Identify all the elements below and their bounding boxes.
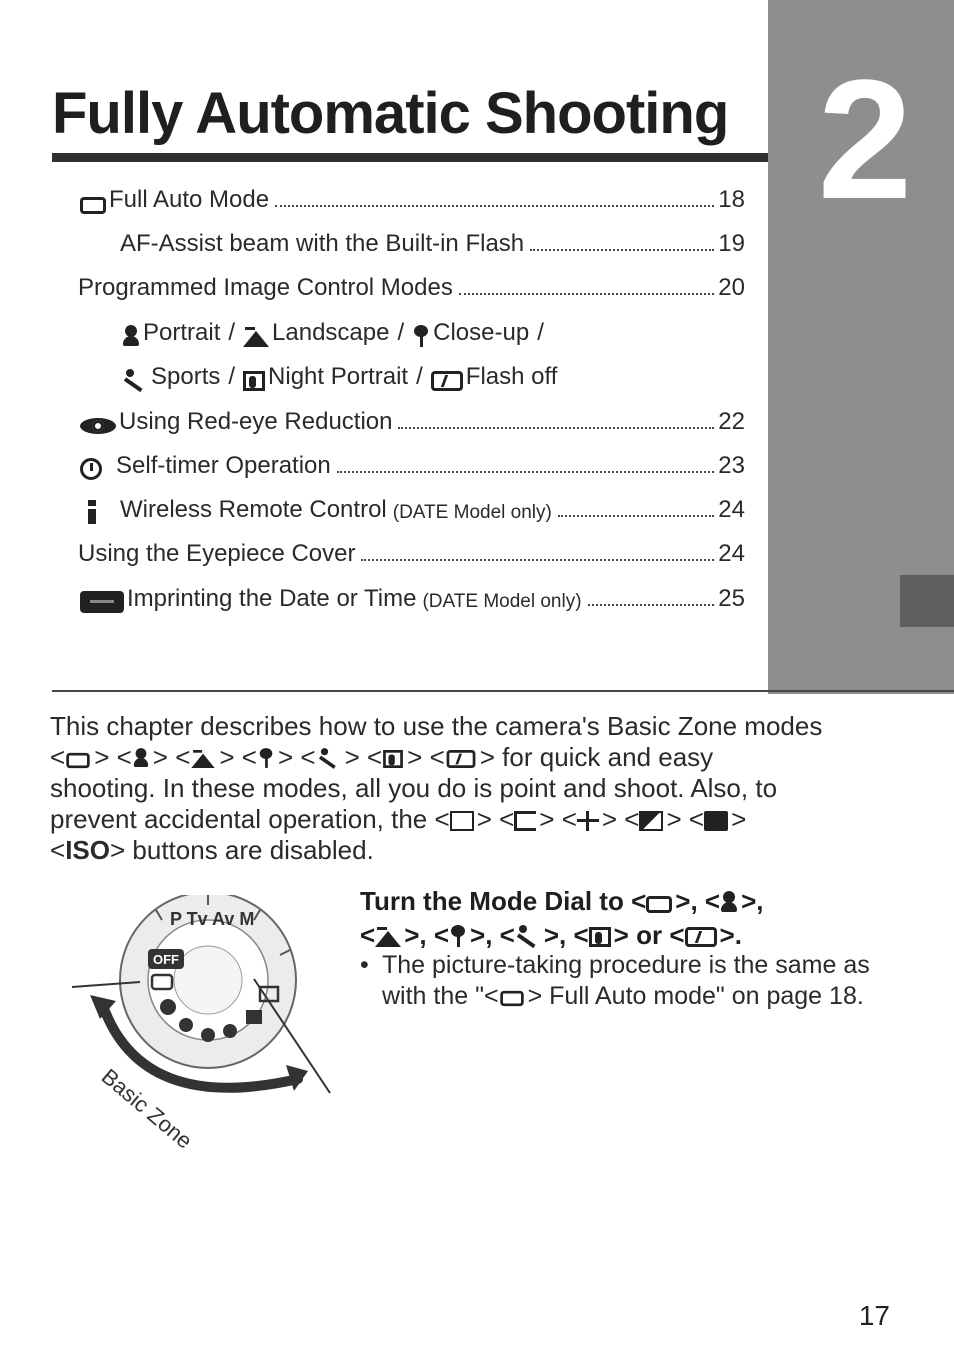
landscape-icon — [192, 750, 215, 768]
mode-close-up: Close-up — [433, 319, 530, 346]
dial-off-label: OFF — [153, 952, 179, 967]
title-rule — [52, 153, 768, 162]
self-timer-icon — [80, 458, 102, 480]
toc-label: Wireless Remote Control — [120, 496, 387, 523]
page-title: Fully Automatic Shooting — [52, 81, 729, 146]
intro-line-4: prevent accidental operation, the — [50, 804, 428, 834]
toc-leader — [530, 249, 714, 251]
instruction-heading: Turn the Mode Dial to < >, < >, < >, < >, < >, < > or < >. — [360, 886, 764, 950]
toc-item-wireless-remote[interactable] — [80, 484, 745, 524]
toc-leader — [337, 471, 715, 473]
toc-note: (DATE Model only) — [422, 591, 582, 612]
toc-item-full-auto[interactable] — [80, 174, 745, 214]
mode-landscape: Landscape — [272, 319, 390, 346]
flash-off-icon — [431, 371, 463, 391]
mode-separator: / — [537, 319, 544, 346]
intro-line-2: for quick and easy — [502, 742, 714, 772]
mode-separator: / — [228, 363, 236, 390]
bullet-text-part-2: Full Auto mode" on page 18. — [549, 982, 864, 1010]
toc-leader — [361, 559, 714, 561]
toc-item-self-timer[interactable] — [80, 440, 745, 480]
toc-leader — [459, 293, 714, 295]
sports-icon — [122, 369, 148, 391]
portrait-icon — [133, 748, 149, 768]
toc-label: Programmed Image Control Modes — [78, 274, 453, 301]
red-eye-icon — [80, 416, 116, 436]
close-up-icon — [412, 325, 430, 347]
toc-leader — [275, 205, 714, 207]
full-auto-icon — [80, 197, 106, 214]
flash-off-icon — [446, 750, 475, 768]
af-point-icon — [450, 811, 474, 831]
dial-caption: Basic Zone — [96, 1063, 198, 1154]
date-imprint-icon — [80, 591, 124, 613]
mode-portrait: Portrait — [143, 319, 221, 346]
intro-line-5: buttons are disabled. — [132, 835, 374, 865]
iso-button-label: ISO — [65, 835, 110, 865]
remote-icon — [88, 500, 96, 524]
mode-sports: Sports — [151, 363, 221, 390]
toc-page-number: 24 — [718, 496, 745, 523]
night-portrait-icon — [243, 371, 265, 391]
instruction-heading-text: Turn the Mode Dial to — [360, 886, 624, 916]
toc-label: Using the Eyepiece Cover — [78, 540, 356, 567]
mode-separator: / — [416, 363, 423, 390]
toc-label: Using Red-eye Reduction — [119, 408, 393, 435]
toc-page-number: 23 — [718, 452, 745, 479]
ae-lock-icon — [577, 811, 599, 831]
toc-leader — [398, 427, 714, 429]
night-portrait-icon — [383, 750, 403, 768]
svg-text:P Tv Av M: P Tv Av M — [170, 909, 255, 929]
full-auto-icon — [66, 753, 89, 768]
instruction-or: or — [636, 920, 663, 950]
bullet-text-part-1: The picture-taking procedure is the same as with the " — [382, 951, 870, 1010]
sports-icon — [515, 925, 541, 947]
portrait-icon — [720, 891, 738, 913]
landscape-icon — [243, 327, 269, 347]
toc-item-af-assist[interactable] — [120, 218, 745, 258]
chapter-tab — [900, 575, 954, 627]
toc-page-number: 19 — [718, 230, 745, 257]
intro-line-3: shooting. In these modes, all you do is point and shoot. Also, to — [50, 773, 778, 803]
chapter-number: 2 — [817, 45, 913, 235]
bullet-icon: • — [360, 951, 369, 979]
section-rule — [52, 690, 954, 692]
toc-label: Self-timer Operation — [116, 452, 331, 479]
intro-paragraph: This chapter describes how to use the camera's Basic Zone modes < > < > < > < > < > < > < > for quick and easy shooting. In these modes, all you do is point and shoot. Also, to prevent accidental operation, the < > < > < > < > < > <ISO> buttons are disabled. — [50, 711, 823, 865]
toc-page-number: 18 — [718, 186, 745, 213]
mode-separator: / — [228, 319, 236, 346]
toc-leader — [588, 604, 715, 606]
toc-item-programmed-modes[interactable] — [78, 262, 745, 302]
instruction-bullet — [360, 950, 900, 1012]
toc-label: Imprinting the Date or Time — [127, 585, 417, 612]
bullet-text: The picture-taking procedure is the same as with the "< > Full Auto mode" on page 18. — [382, 951, 870, 1010]
toc-page-number: 25 — [718, 585, 745, 612]
landscape-icon — [375, 927, 401, 947]
mode-separator: / — [397, 319, 405, 346]
full-auto-icon — [500, 991, 523, 1006]
drive-mode-icon — [514, 811, 536, 831]
exposure-compensation-icon — [639, 811, 663, 831]
toc-page-number: 24 — [718, 540, 745, 567]
toc-item-eyepiece-cover[interactable] — [78, 528, 745, 568]
toc-page-number: 20 — [718, 274, 745, 301]
toc-item-red-eye[interactable] — [80, 396, 745, 436]
night-portrait-icon — [589, 927, 611, 947]
metering-icon — [704, 811, 728, 831]
close-up-icon — [258, 748, 274, 768]
close-up-icon — [449, 925, 467, 947]
page-number: 17 — [858, 1300, 890, 1331]
toc-page-number: 22 — [718, 408, 745, 435]
toc-item-date-imprint[interactable] — [80, 573, 745, 613]
mode-dial-illustration — [60, 895, 360, 1155]
sports-icon — [317, 748, 340, 768]
toc-leader — [558, 515, 714, 517]
toc-label: Full Auto Mode — [109, 186, 270, 213]
intro-line-1: This chapter describes how to use the camera's Basic Zone modes — [50, 711, 823, 741]
toc-mode-list-line-2 — [122, 351, 557, 391]
toc-label: AF-Assist beam with the Built-in Flash — [120, 230, 525, 257]
flash-off-icon — [685, 927, 717, 947]
toc-mode-list-line-1 — [122, 307, 552, 347]
portrait-icon — [122, 325, 140, 347]
toc-note: (DATE Model only) — [392, 502, 552, 523]
mode-night-portrait: Night Portrait — [268, 363, 409, 390]
full-auto-icon — [646, 896, 672, 913]
mode-flash-off: Flash off — [465, 363, 558, 390]
